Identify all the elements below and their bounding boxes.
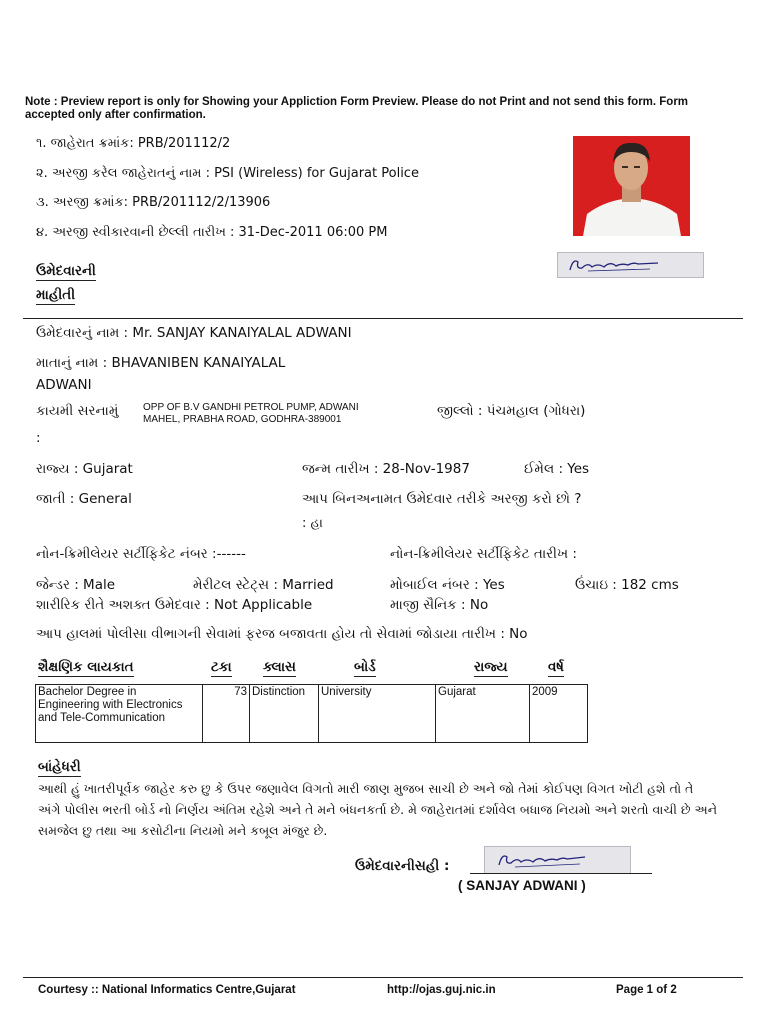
signature-line: [470, 873, 652, 874]
edu-class: Distinction: [250, 685, 319, 743]
advertisement-name: ૨. અરજી કરેલ જાહેરાતનું નામ : PSI (Wireless) for Gujarat Police: [36, 166, 419, 181]
application-number: ૩. અરજી ક્રમાંક: PRB/201112/2/13906: [36, 195, 271, 210]
declaration-heading: બાંહેધરી: [38, 759, 81, 775]
height: ઉંચાઇ : 182 cms: [575, 577, 679, 593]
top-signature-image: [557, 252, 704, 278]
advertisement-number: ૧. જાહેરાત ક્રમાંક: PRB/201112/2: [36, 136, 231, 151]
edu-header-class: ક્લાસ: [263, 659, 296, 675]
email: ઈમેલ : Yes: [524, 461, 590, 477]
mother-name-cont: ADWANI: [36, 377, 92, 393]
footer-url-link[interactable]: http://ojas.guj.nic.in: [387, 984, 496, 996]
date-of-birth: જન્મ તારીખ : 28-Nov-1987: [302, 461, 470, 477]
footer-courtesy: Courtesy :: National Informatics Centre,Gujarat: [38, 984, 296, 996]
preview-note: Note : Preview report is only for Showing your Appliction Form Preview. Please do not Print and not send this form. Form accepted only after confirmation.: [25, 96, 689, 121]
edu-year: 2009: [530, 685, 588, 743]
declaration-text: આથી હું ખાતરીપૂર્વક જાહેર કરુ છુ કે ઉપર જણાવેલ વિગતો મારી જાણ મુજબ સાચી છે અને જો તેમાં કોઈપણ વિગત ખોટી હશે તો તે અંગે પોલીસ ભરતી બોર્ડ નો નિર્ણય અંતિમ રહેશે અને તે મને બંધનકર્તા છે. મે જાહેરાતમાં દર્શાવેલ બધાજ નિયમો અને શરતો વાચી છે અને સમજેલ છુ તથા આ કસોટીના નિયમો મને કબૂલ મંજુર છે.: [38, 781, 718, 838]
edu-header-percentage: ટકા: [211, 659, 232, 675]
state: રાજ્ય : Gujarat: [36, 461, 133, 477]
gender: જેન્ડર : Male: [36, 577, 116, 593]
edu-header-year: વર્ષ: [548, 659, 564, 675]
edu-header-qualification: શૈક્ષણિક લાયકાત: [38, 659, 134, 675]
disability: શારીરિક રીતે અશક્ત ઉમેદવાર : Not Applicable: [36, 597, 313, 613]
candidate-info-heading-line2: માહીતી: [36, 287, 76, 303]
section-divider: [23, 318, 743, 319]
police-service-date: આપ હાલમાં પોલીસા વીભાગની સેવામાં ફરજ બજાવતા હોય તો સેવામાં જોડાયા તારીખ : No: [36, 626, 528, 642]
footer-divider: [23, 977, 743, 978]
address-line2: MAHEL, PRABHA ROAD, GODHRA-389001: [143, 414, 342, 425]
marital-status: મેરીટલ સ્ટેટ્સ : Married: [193, 577, 334, 593]
unreserved-question: આપ બિનઅનામત ઉમેદવાર તરીકે અરજી કરો છો ?: [302, 491, 582, 507]
address-colon: :: [36, 430, 41, 446]
candidate-photo: [573, 136, 690, 236]
ex-serviceman: માજી સૈનિક : No: [390, 597, 489, 613]
table-row: [36, 685, 588, 743]
candidate-info-heading-line1: ઉમેદવારની: [36, 263, 96, 279]
candidate-name: ઉમેદવારનું નામ : Mr. SANJAY KANAIYALAL ADWANI: [36, 325, 352, 341]
edu-header-state: રાજ્ય: [474, 659, 508, 675]
edu-header-board: બોર્ડ: [354, 659, 376, 675]
edu-percentage: 73: [203, 685, 250, 743]
signature-label: ઉમેદવારનીસહી :: [355, 858, 450, 874]
footer-page-number: Page 1 of 2: [616, 984, 677, 996]
signature-name: ( SANJAY ADWANI ): [458, 878, 586, 893]
noncreamy-certificate-number: નોન-ક્રિમીલેયર સર્ટીફિકેટ નંબર :------: [36, 546, 246, 562]
caste: જાતી : General: [36, 491, 132, 507]
edu-board: University: [319, 685, 436, 743]
mother-name: માતાનું નામ : BHAVANIBEN KANAIYALAL: [36, 355, 286, 371]
noncreamy-certificate-date: નોન-ક્રિમીલેયર સર્ટીફિકેટ તારીખ :: [390, 546, 577, 562]
last-date: ૪. અરજી સ્વીકારવાની છેલ્લી તારીખ : 31-Dec-2011 06:00 PM: [36, 225, 388, 240]
unreserved-answer: : હા: [302, 516, 323, 531]
education-table: [35, 684, 588, 743]
signature-image: [484, 846, 631, 874]
district: જીલ્લો : પંચમહાલ (ગોધરા): [437, 403, 586, 419]
mobile: મોબાઈલ નંબર : Yes: [390, 577, 505, 593]
address-label: કાયમી સરનામું: [36, 403, 119, 419]
address-line1: OPP OF B.V GANDHI PETROL PUMP, ADWANI: [143, 402, 359, 413]
edu-degree: Bachelor Degree in Engineering with Electronics and Tele-Communication: [36, 685, 203, 743]
edu-state: Gujarat: [436, 685, 530, 743]
